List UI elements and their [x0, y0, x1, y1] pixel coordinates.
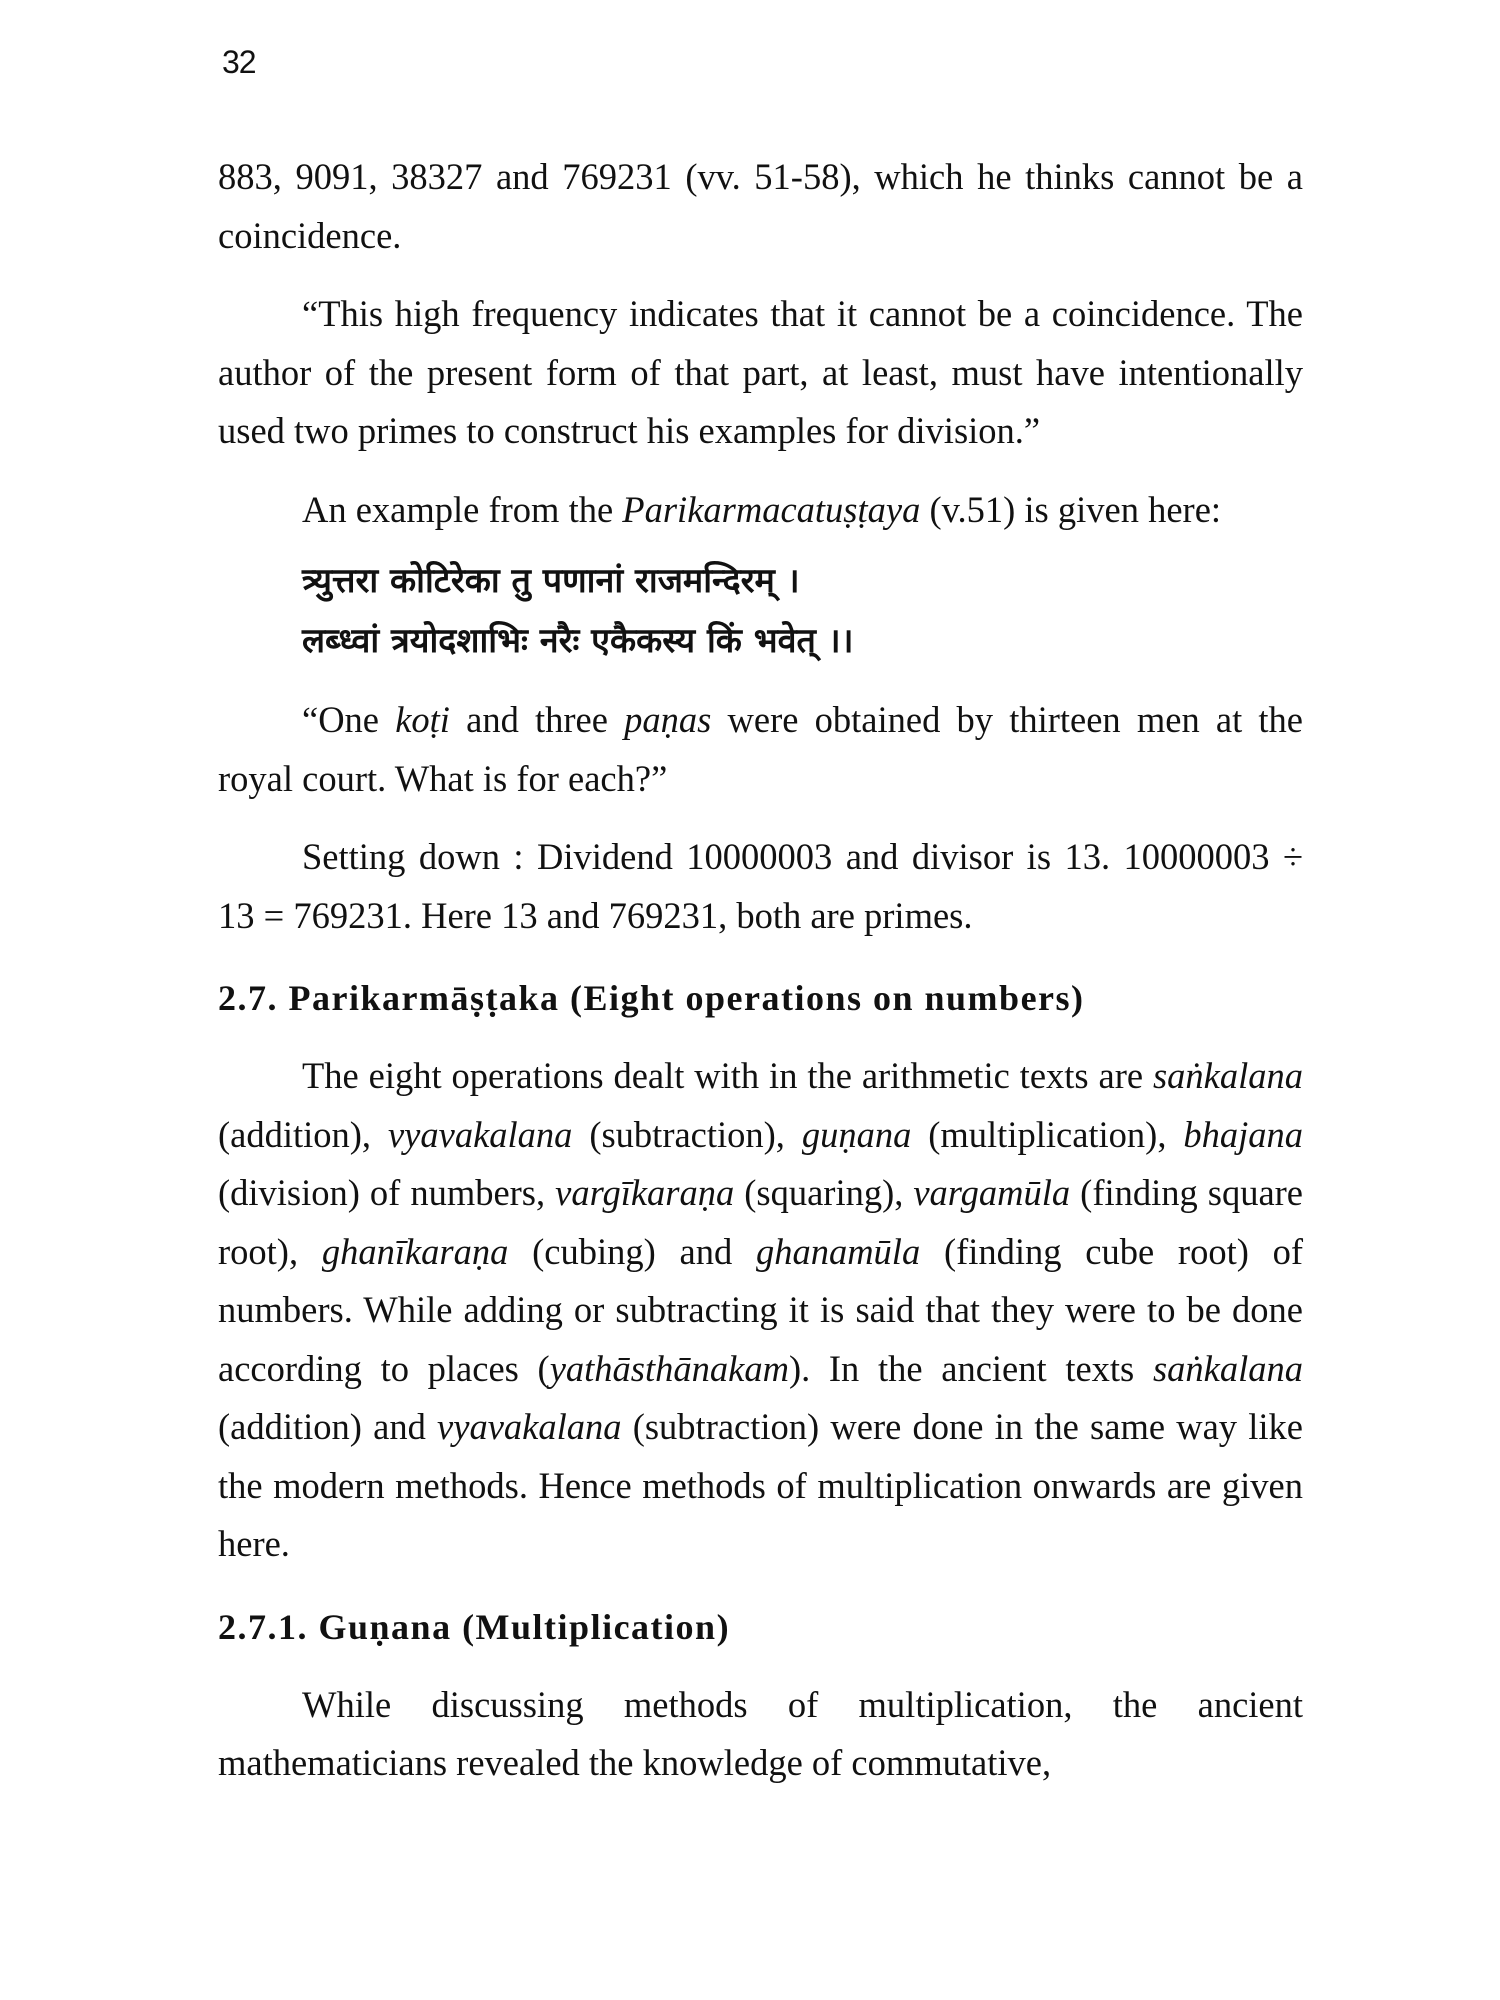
quotation-paragraph: “This high frequency indicates that it cannot be a coincidence. The author of the present form of that part, at least, must have intentionally used two primes to construct his examples for division.”	[218, 293, 1303, 451]
verse-translation-paragraph	[218, 691, 1303, 808]
ops-text: (multiplication),	[911, 1113, 1184, 1155]
page-number: 32	[222, 44, 256, 80]
term-sankalana: saṅkalana	[1152, 1347, 1303, 1389]
ops-text: (subtraction),	[572, 1113, 802, 1155]
term-bhajana: bhajana	[1183, 1113, 1304, 1155]
paragraph-primes-list: 883, 9091, 38327 and 769231 (vv. 51-58), which he thinks cannot be a coincidence.	[218, 156, 1303, 256]
example-intro-verse-ref: (v.51) is given here:	[920, 488, 1222, 530]
sanskrit-verse	[302, 551, 1303, 671]
term-koti: koṭi	[395, 699, 450, 740]
ops-text: (finding square root),	[218, 1172, 1303, 1272]
section-heading-2-7-1: 2.7.1. Guṇana (Multiplication)	[218, 1606, 731, 1647]
verse-line-1: त्र्युत्तरा कोटिरेका तु पणानां राजमन्दिरम् ।	[302, 561, 800, 601]
translation-text-3: were obtained by thirteen men at the royal court. What is for each?”	[218, 699, 1303, 799]
term-gunana: guṇana	[801, 1113, 912, 1155]
page-body	[218, 148, 1303, 1793]
division-calculation-paragraph: Setting down : Dividend 10000003 and divisor is 13. 10000003 ÷ 13 = 769231. Here 13 and 769231, both are primes.	[218, 836, 1303, 936]
verse-line-2: लब्ध्वां त्रयोदशाभिः नरैः एकैकस्य किं भवेत् ।।	[302, 621, 854, 661]
term-vargikarana: vargīkaraṇa	[555, 1172, 735, 1213]
ops-text: (division) of numbers,	[218, 1172, 556, 1213]
term-vargamula: vargamūla	[913, 1172, 1071, 1213]
term-sankalana: saṅkalana	[1152, 1055, 1303, 1096]
translation-text-2: and three	[449, 699, 625, 740]
ops-text: (addition) and	[218, 1406, 438, 1447]
ops-text: (addition),	[218, 1113, 388, 1155]
term-ghanamula: ghanamūla	[755, 1230, 921, 1272]
translation-text-1: “One	[302, 699, 396, 740]
ops-text: The eight operations dealt with in the arithmetic texts are	[302, 1055, 1153, 1096]
example-intro-paragraph	[218, 481, 1303, 540]
example-intro-text: An example from the	[302, 488, 623, 530]
term-yathasthanakam: yathāsthānakam	[549, 1347, 789, 1389]
term-vyavakalana: vyavakalana	[387, 1113, 573, 1155]
ops-text: (subtraction) were done in the same way like the modern methods. Hence methods of multiplication onwards are given here.	[218, 1406, 1303, 1564]
ops-text: (finding cube root) of numbers. While adding or subtracting it is said that they were to be done according to places (	[218, 1230, 1304, 1389]
ops-text: ). In the ancient texts	[788, 1347, 1153, 1389]
ops-text: (squaring),	[734, 1172, 914, 1213]
section-heading-2-7: 2.7. Parikarmāṣṭaka (Eight operations on numbers)	[218, 978, 1085, 1018]
term-ghanikarana: ghanīkaraṇa	[321, 1230, 509, 1272]
term-vyavakalana: vyavakalana	[437, 1406, 622, 1447]
multiplication-intro-paragraph: While discussing methods of multiplication, the ancient mathematicians revealed the knowledge of commutative,	[218, 1683, 1303, 1783]
eight-operations-paragraph	[218, 1047, 1303, 1574]
text-title-parikarmacatustaya: Parikarmacatuṣṭaya	[622, 488, 921, 530]
ops-text: (cubing) and	[508, 1230, 756, 1272]
term-panas: paṇas	[624, 699, 712, 740]
